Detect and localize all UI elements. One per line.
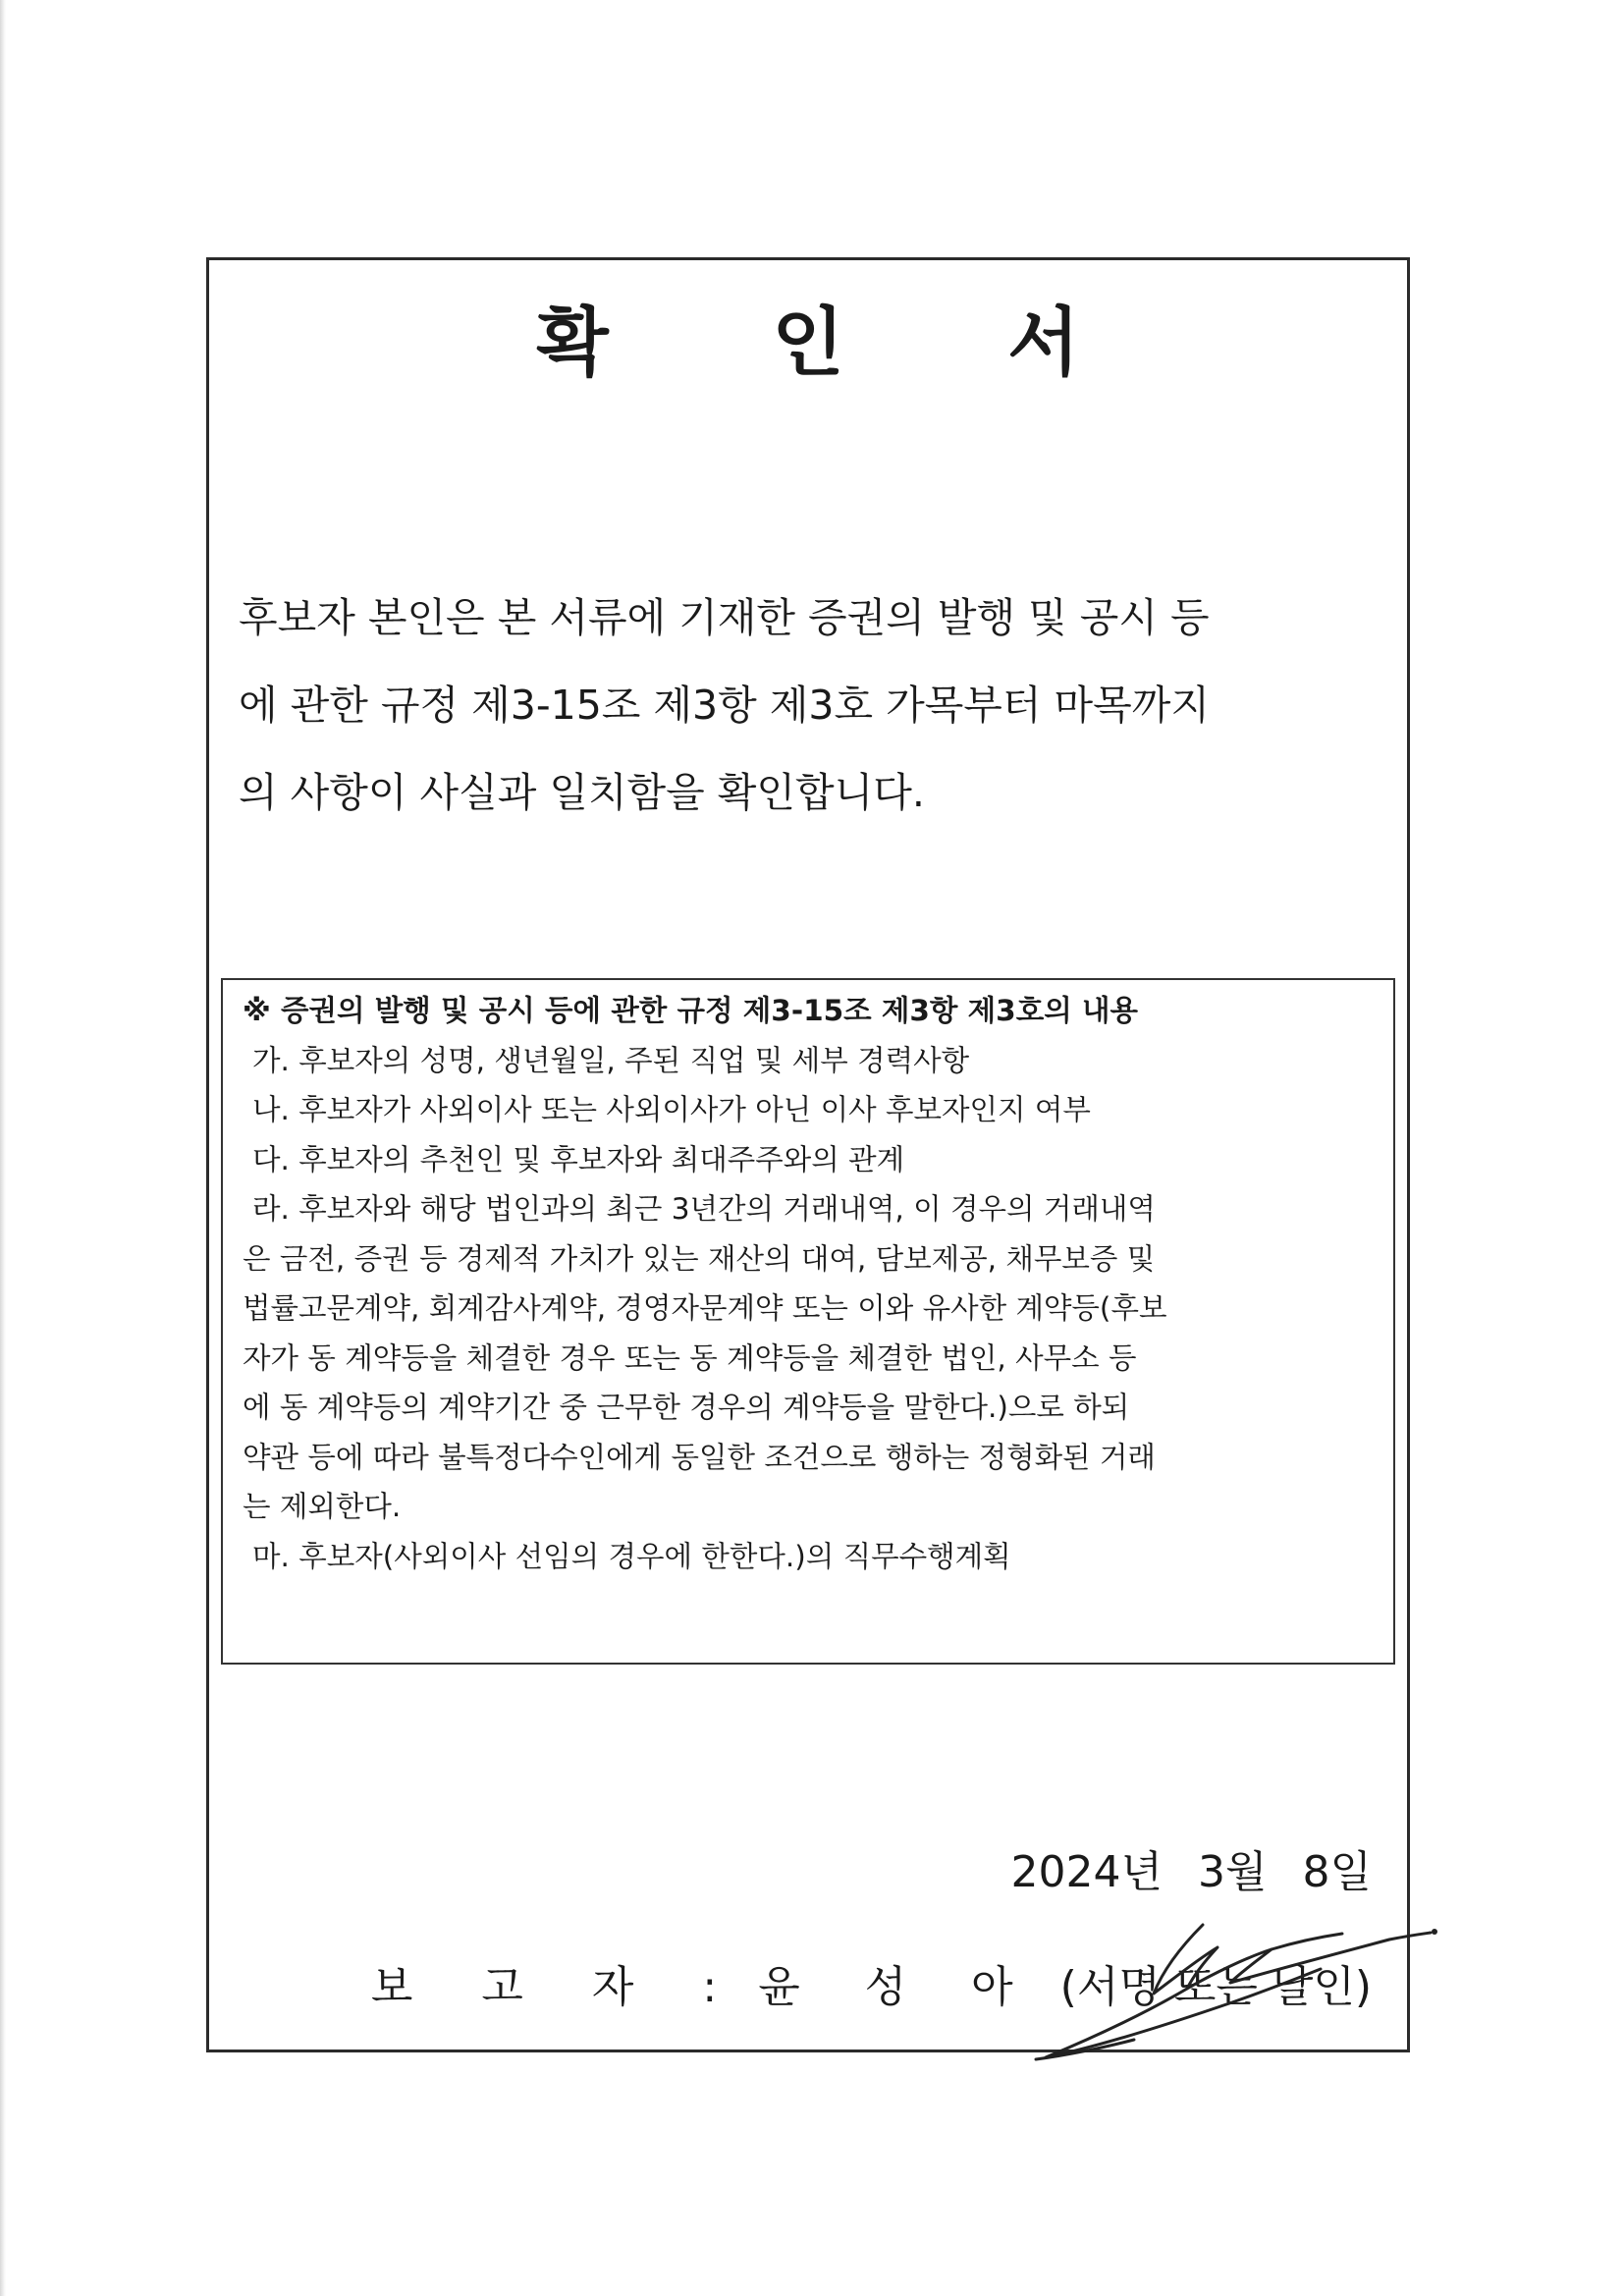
regulation-notice-box (221, 978, 1395, 1665)
notice-item-da: 다. 후보자의 추천인 및 후보자와 최대주주와의 관계 (252, 1142, 905, 1176)
notice-item-ra: 라. 후보자와 해당 법인과의 최근 3년간의 거래내역, 이 경우의 거래내역 (252, 1192, 1156, 1226)
notice-item-ma: 마. 후보자(사외이사 선임의 경우에 한한다.)의 직무수행계획 (252, 1539, 1011, 1573)
notice-item-na: 나. 후보자가 사외이사 또는 사외이사가 아닌 이사 후보자인지 여부 (252, 1093, 1091, 1126)
reporter-name: 윤 성 아 (758, 1962, 1039, 2012)
document-date: 2024년 3월 8일 (1010, 1847, 1372, 1897)
notice-item-ra-continued: 자가 동 계약등을 체결한 경우 또는 동 계약등을 체결한 법인, 사무소 등 (243, 1340, 1137, 1375)
document-frame (206, 257, 1410, 2052)
document-title: 확 인 서 (536, 299, 1149, 386)
statement-line: 의 사항이 사실과 일치함을 확인합니다. (239, 769, 925, 816)
reporter-label: 보 고 자 : (370, 1962, 745, 2012)
statement-line: 에 관한 규정 제3-15조 제3항 제3호 가목부터 마목까지 (239, 682, 1210, 729)
signature-note: (서명 또는 날인) (1059, 1962, 1372, 2012)
statement-line: 후보자 본인은 본 서류에 기재한 증권의 발행 및 공시 등 (239, 594, 1210, 641)
notice-item-ra-continued: 법률고문계약, 회계감사계약, 경영자문계약 또는 이와 유사한 계약등(후보 (243, 1291, 1167, 1325)
confirmation-statement (239, 574, 1387, 837)
notice-item-ra-continued: 는 제외한다. (243, 1490, 402, 1523)
notice-item-ra-continued: 에 동 계약등의 계약기간 중 근무한 경우의 계약등을 말한다.)으로 하되 (243, 1391, 1130, 1424)
handwritten-signature (977, 1900, 1448, 2067)
notice-item-ra-continued: 약관 등에 따라 불특정다수인에게 동일한 조건으로 행하는 정형화된 거래 (243, 1440, 1156, 1474)
notice-heading: ※ 증권의 발행 및 공시 등에 관한 규정 제3-15조 제3항 제3호의 내용 (243, 994, 1138, 1027)
notice-item-ga: 가. 후보자의 성명, 생년월일, 주된 직업 및 세부 경력사항 (252, 1043, 970, 1077)
scan-edge-shadow (0, 0, 6, 2296)
notice-item-ra-continued: 은 금전, 증권 등 경제적 가치가 있는 재산의 대여, 담보제공, 채무보증 및 (243, 1241, 1156, 1276)
